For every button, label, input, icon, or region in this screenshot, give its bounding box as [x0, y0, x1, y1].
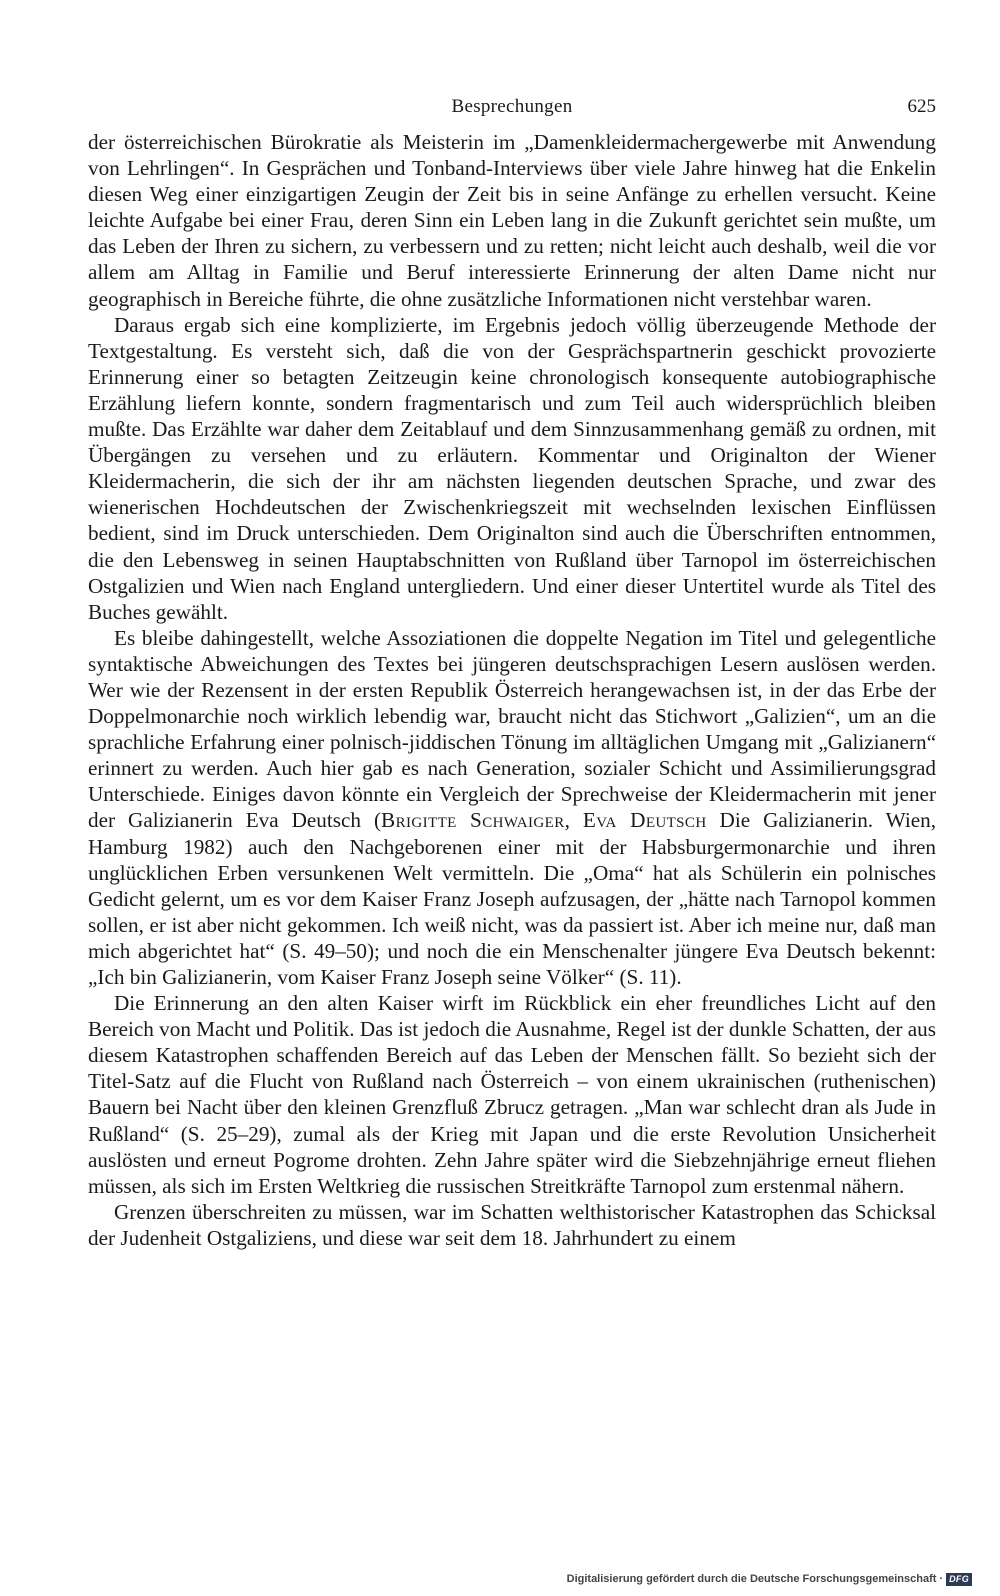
paragraph-3: [88, 625, 936, 990]
dfg-logo-icon: DFG: [946, 1573, 972, 1586]
footer-credit: Digitalisierung gefördert durch die Deutsche Forschungsgemeinschaft: [566, 1573, 937, 1585]
paragraph-4: Die Erinnerung an den alten Kaiser wirft im Rückblick ein eher freundliches Licht auf den Bereich von Macht und Politik. Das ist jedoch die Ausnahme, Regel ist der dunkle Schatten, der aus diesem Katastrophen schaffenden Bereich auf das Leben der Menschen fällt. So bezieht sich der Titel-Satz auf die Flucht von Rußland nach Österreich – von einem ukrainischen (ruthenischen) Bauern bei Nacht über den kleinen Grenzfluß Zbrucz getragen. „Man war schlecht dran als Jude in Rußland“ (S. 25–29), zumal als der Krieg mit Japan und die erste Revolution Unsicherheit auslösten und erneut Pogrome drohten. Zehn Jahre später wird die Siebzehnjährige erneut fliehen müssen, als sich im Ersten Weltkrieg die russischen Streitkräfte Tarnopol zum erstenmal nähern.: [88, 991, 936, 1198]
digitization-footer: [567, 1570, 972, 1588]
paragraph-1: der österreichischen Bürokratie als Meisterin im „Damenkleidermachergewerbe mit Anwendung von Lehrlingen“. In Gesprächen und Tonband-Interviews über viele Jahre hinweg hat die Enkelin diesen Weg einer einzigartigen Zeugin der Zeit bis in seine Anfänge zu erhellen versucht. Keine leichte Aufgabe bei einer Frau, deren Sinn ein Leben lang in die Zukunft gerichtet sein mußte, um das Leben der Ihren zu sichern, zu verbessern und zu retten; nicht leicht auch deshalb, weil die vor allem am Alltag in Familie und Beruf interessierte Erinnerung der alten Dame nicht nur geographisch in Bereiche führte, die ohne zusätzliche Informationen nicht verstehbar waren.: [88, 130, 936, 311]
cited-author-schwaiger: Brigitte Schwaiger: [381, 808, 565, 833]
cited-author-deutsch: Eva Deutsch: [582, 808, 707, 833]
paragraph-3-text-before: Es bleibe dahingestellt, welche Assoziationen die doppelte Negation im Titel und gelegentliche syntaktische Abweichungen des Textes bei jüngeren deutschsprachigen Lesern auslösen werden. Wer wie der Rezensent in der ersten Republik Österreich herangewachsen ist, in der das Erbe der Doppelmonarchie noch wirklich lebendig war, braucht nicht das Stichwort „Galizien“, um an die sprachliche Erfahrung einer polnisch-jiddischen Tönung im alltäglichen Umgang mit „Galizianern“ erinnert zu werden. Auch hier gab es nach Generation, sozialer Schicht und Assimilierungsgrad Unterschiede. Einiges davon könnte ein Vergleich der Sprechweise der Kleidermacherin mit jener der Galizianerin Eva Deutsch (: [88, 625, 936, 833]
paragraph-2: Daraus ergab sich eine komplizierte, im Ergebnis jedoch völlig überzeugende Methode der Textgestaltung. Es versteht sich, daß die von der Gesprächspartnerin geschickt provozierte Erinnerung einer so betagten Zeitzeugin keine chronologisch konsequente autobiographische Erzählung liefern konnte, sondern fragmentarisch und zum Teil auch widersprüchlich bleiben mußte. Das Erzählte war daher dem Zeitablauf und dem Sinnzusammenhang gemäß zu ordnen, mit Übergängen zu versehen und zu erläutern. Kommentar und Originalton der Wiener Kleidermacherin, die sich der ihr am nächsten liegenden deutschen Sprache, und zwar des wienerischen Hochdeutschen der Zwischenkriegszeit mit wechselnden lexischen Einflüssen bedient, sind im Druck unterschieden. Dem Originalton sind auch die Überschriften entnommen, die den Lebensweg in seinen Hauptabschnitten von Rußland über Tarnopol im österreichischen Ostgalizien und Wien nach England untergliedern. Und einer dieser Untertitel wurde als Titel des Buches gewählt.: [88, 312, 936, 624]
footer-dot: ·: [939, 1573, 944, 1585]
paragraph-5: Grenzen überschreiten zu müssen, war im Schatten welthistorischer Katastrophen das Schicksal der Judenheit Ostgaliziens, und diese war seit dem 18. Jahrhundert zu einem: [88, 1199, 936, 1250]
page-header: [88, 96, 936, 126]
running-title: Besprechungen: [451, 96, 573, 117]
page-number: 625: [907, 96, 936, 117]
article-body: [88, 129, 936, 1251]
paragraph-3-text-after: Die Galizianerin. Wien, Hamburg 1982) auch den Nachgeborenen einer mit der Habsburgermonarchie und ihren unglücklichen Erben versunkenen Welt vermitteln. Die „Oma“ hat als Schülerin ein polnisches Gedicht gelernt, um es vor dem Kaiser Franz Joseph aufzusagen, der „hätte nach Tarnopol kommen sollen, er ist aber nicht gekommen. Ich weiß nicht, was da passiert ist. Aber ich meine nur, daß man mich abgerichtet hat“ (S. 49–50); und noch die ein Menschenalter jüngere Eva Deutsch bekennt: „Ich bin Galizianerin, vom Kaiser Franz Joseph seine Völker“ (S. 11).: [88, 808, 937, 989]
author-separator: ,: [564, 808, 583, 833]
